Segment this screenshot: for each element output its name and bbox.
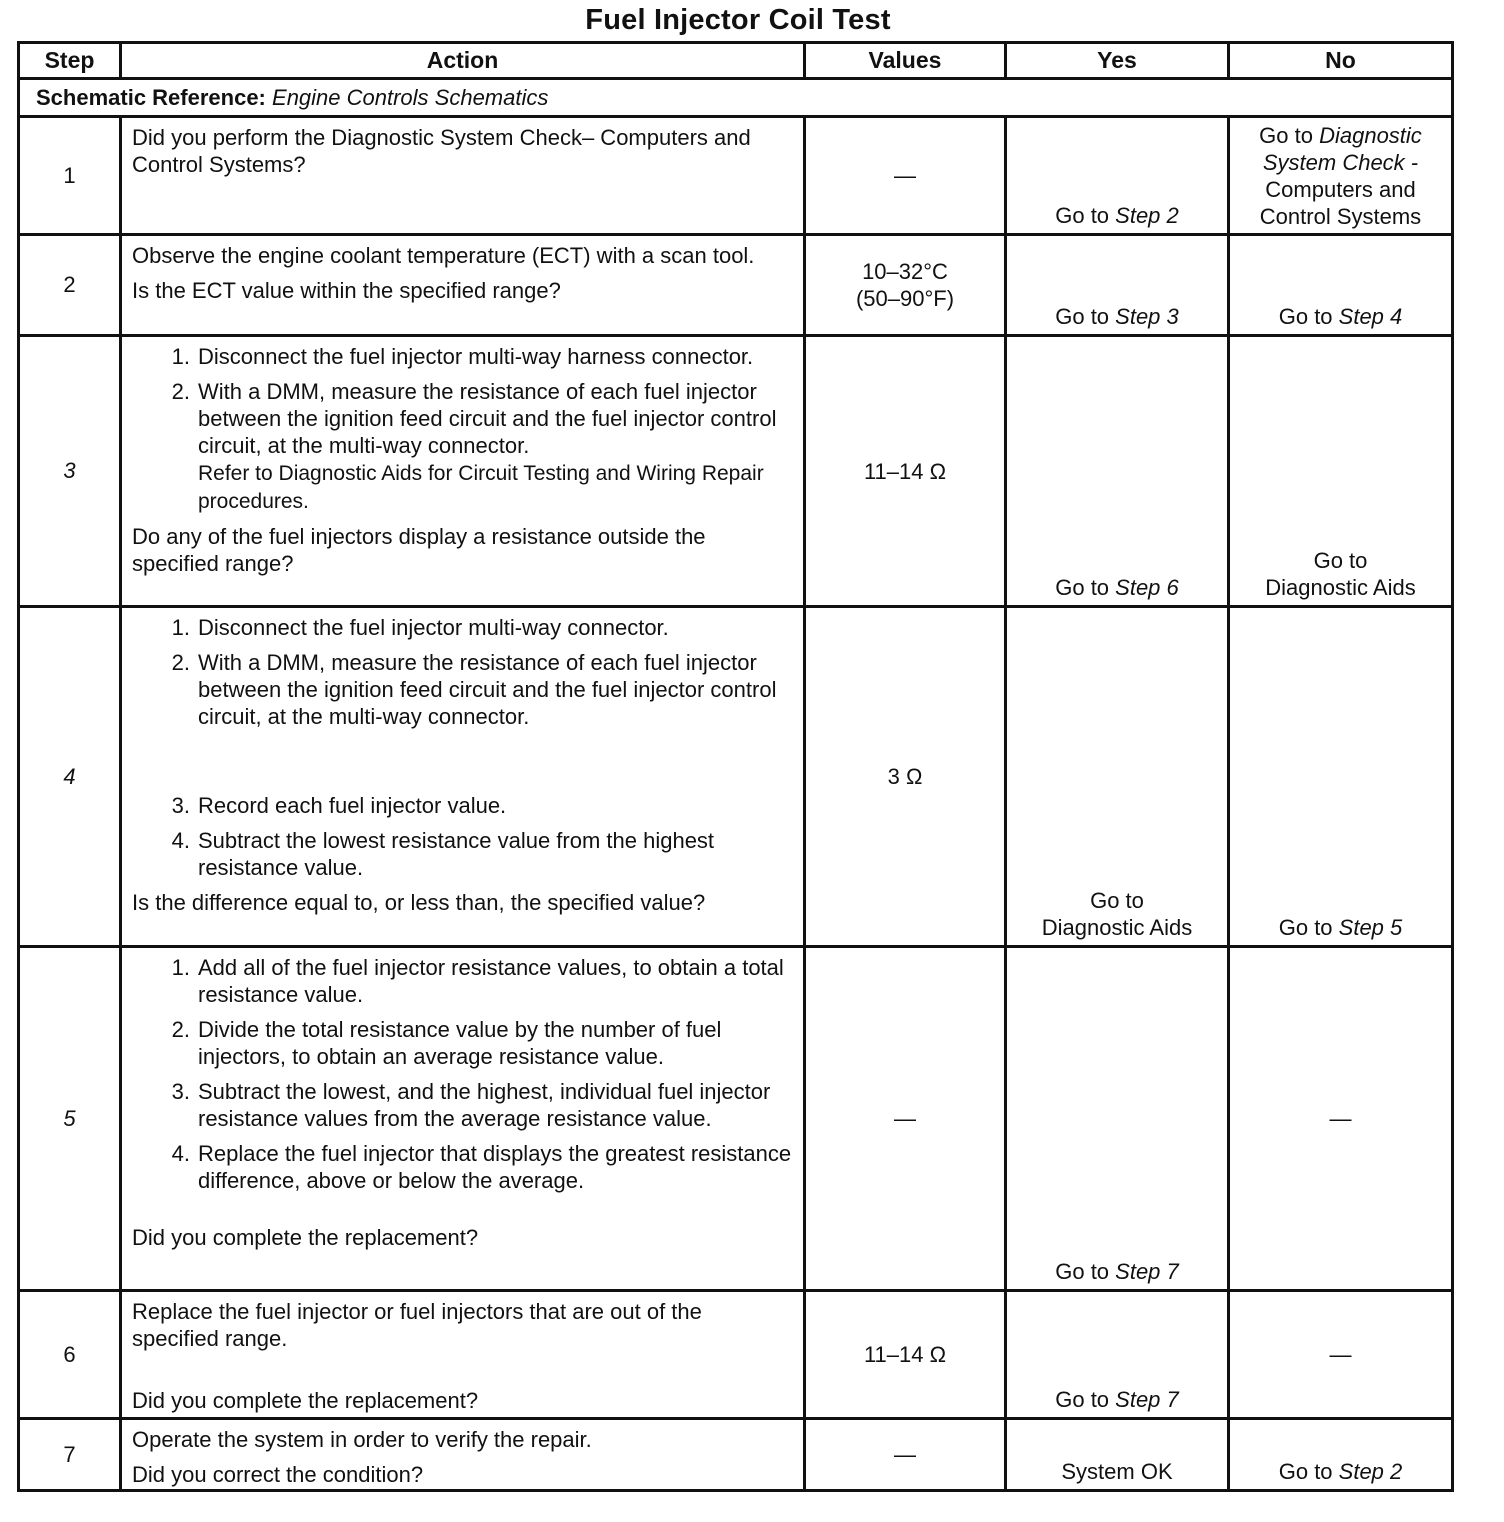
table-row bbox=[19, 1419, 1453, 1491]
yes-link: Step 3 bbox=[1115, 304, 1179, 329]
list-item: 1. Disconnect the fuel injector multi-way connector. bbox=[171, 615, 669, 640]
question-text: Do any of the fuel injectors display a resistance outside the specified range? bbox=[132, 524, 706, 576]
action-cell bbox=[121, 336, 805, 607]
yes-link: Step 6 bbox=[1115, 575, 1179, 600]
schematic-reference-label: Schematic Reference: bbox=[36, 84, 266, 110]
table-row bbox=[19, 235, 1453, 336]
values-cell: — bbox=[805, 947, 1006, 1291]
yes-prefix: Go to bbox=[1055, 304, 1116, 329]
header-no: No bbox=[1229, 43, 1453, 79]
values-cell: — bbox=[805, 117, 1006, 235]
header-step: Step bbox=[19, 43, 121, 79]
list-item: 2. Divide the total resistance value by the number of fuel injectors, to obtain an average resistance value. bbox=[171, 1017, 722, 1069]
question-text: Did you complete the replacement? bbox=[132, 1225, 479, 1250]
question-text: Did you correct the condition? bbox=[132, 1462, 424, 1487]
values-cell: 3 Ω bbox=[805, 607, 1006, 947]
no-cell: — bbox=[1229, 947, 1453, 1291]
schematic-reference-value: Engine Controls Schematics bbox=[272, 84, 549, 110]
action-text: Operate the system in order to verify the repair. bbox=[132, 1427, 592, 1452]
question-text: Did you complete the replacement? bbox=[132, 1388, 479, 1413]
value-fahrenheit: (50–90°F) bbox=[855, 286, 955, 311]
table-row bbox=[19, 336, 1453, 607]
no-cell: — bbox=[1229, 1291, 1453, 1419]
list-item: 4. Replace the fuel injector that displays the greatest resistance difference, above or below the average. bbox=[171, 1141, 792, 1193]
header-row bbox=[19, 43, 1453, 79]
diagnostic-table bbox=[17, 41, 1454, 1492]
no-cell bbox=[1229, 235, 1453, 336]
no-prefix: Go to bbox=[1278, 1459, 1339, 1484]
header-action: Action bbox=[121, 43, 805, 79]
list-item: 1. Add all of the fuel injector resistance values, to obtain a total resistance value. bbox=[171, 955, 784, 1007]
action-list bbox=[132, 954, 793, 1194]
yes-cell bbox=[1006, 117, 1229, 235]
action-text: Did you perform the Diagnostic System Check– Computers and Control Systems? bbox=[132, 125, 751, 177]
table-row bbox=[19, 947, 1453, 1291]
yes-prefix: Go to bbox=[1055, 575, 1116, 600]
yes-prefix: Go to bbox=[1055, 203, 1116, 228]
table-row bbox=[19, 1291, 1453, 1419]
values-cell: 11–14 Ω bbox=[805, 1291, 1006, 1419]
no-cell bbox=[1229, 336, 1453, 607]
no-prefix: Go to bbox=[1278, 915, 1339, 940]
no-cell bbox=[1229, 607, 1453, 947]
no-cell bbox=[1229, 1419, 1453, 1491]
no-line-1: Go to bbox=[1313, 548, 1368, 573]
question-text: Is the difference equal to, or less than, the specified value? bbox=[132, 890, 706, 915]
action-cell bbox=[121, 1291, 805, 1419]
no-link: Step 5 bbox=[1338, 915, 1403, 940]
schematic-reference-row bbox=[19, 79, 1453, 117]
value-celsius: 10–32°C bbox=[862, 259, 948, 284]
no-cell bbox=[1229, 117, 1453, 235]
action-cell bbox=[121, 235, 805, 336]
yes-cell bbox=[1006, 947, 1229, 1291]
list-item: 4. Subtract the lowest resistance value from the highest resistance value. bbox=[171, 828, 715, 880]
action-list bbox=[132, 343, 793, 515]
table-row bbox=[19, 607, 1453, 947]
list-item: 2. With a DMM, measure the resistance of each fuel injector between the ignition feed circuit and the fuel injector control circuit, at the multi-way connector. Refer to Diagnostic Aids for Circuit Testing and Wiring Repair procedures. bbox=[171, 379, 777, 513]
note-text: Refer to Diagnostic Aids for Circuit Testing and Wiring Repair procedures. bbox=[198, 462, 764, 513]
no-link: Step 2 bbox=[1338, 1459, 1403, 1484]
action-list bbox=[132, 614, 793, 881]
action-cell bbox=[121, 947, 805, 1291]
yes-cell bbox=[1006, 1419, 1229, 1491]
yes-cell bbox=[1006, 1291, 1229, 1419]
header-yes: Yes bbox=[1006, 43, 1229, 79]
list-item: 3. Subtract the lowest, and the highest, individual fuel injector resistance values from the average resistance value. bbox=[171, 1079, 771, 1131]
action-cell bbox=[121, 117, 805, 235]
step-number: 1 bbox=[19, 117, 121, 235]
list-item: 3. Record each fuel injector value. bbox=[171, 793, 507, 818]
action-cell bbox=[121, 607, 805, 947]
action-text: Observe the engine coolant temperature (ECT) with a scan tool. bbox=[132, 243, 755, 268]
step-number: 5 bbox=[19, 947, 121, 1291]
question-text: Is the ECT value within the specified range? bbox=[132, 278, 561, 303]
action-text: Replace the fuel injector or fuel injectors that are out of the specified range. bbox=[132, 1299, 702, 1351]
yes-cell bbox=[1006, 607, 1229, 947]
step-number: 6 bbox=[19, 1291, 121, 1419]
yes-link: Step 7 bbox=[1115, 1387, 1179, 1412]
no-prefix: Go to bbox=[1259, 123, 1320, 148]
no-suffix: Computers and Control Systems bbox=[1259, 177, 1422, 229]
no-link: Step 4 bbox=[1338, 304, 1403, 329]
no-line-2: Diagnostic Aids bbox=[1265, 575, 1416, 600]
yes-prefix: Go to bbox=[1055, 1387, 1116, 1412]
yes-link: Step 2 bbox=[1115, 203, 1179, 228]
yes-cell bbox=[1006, 336, 1229, 607]
yes-text: System OK bbox=[1061, 1459, 1173, 1484]
header-values: Values bbox=[805, 43, 1006, 79]
step-number: 2 bbox=[19, 235, 121, 336]
list-item: 2. With a DMM, measure the resistance of each fuel injector between the ignition feed circuit and the fuel injector control circuit, at the multi-way connector. bbox=[171, 650, 777, 729]
step-number: 4 bbox=[19, 607, 121, 947]
table-row bbox=[19, 117, 1453, 235]
yes-link: Step 7 bbox=[1115, 1259, 1179, 1284]
values-cell: 11–14 Ω bbox=[805, 336, 1006, 607]
values-cell bbox=[805, 235, 1006, 336]
list-item: 1. Disconnect the fuel injector multi-way harness connector. bbox=[171, 344, 754, 369]
yes-line-2: Diagnostic Aids bbox=[1041, 915, 1193, 940]
yes-line-1: Go to bbox=[1090, 888, 1144, 913]
action-cell bbox=[121, 1419, 805, 1491]
document-title: Fuel Injector Coil Test bbox=[585, 4, 891, 36]
values-cell: — bbox=[805, 1419, 1006, 1491]
yes-cell bbox=[1006, 235, 1229, 336]
no-link: Diagnostic System Check - bbox=[1262, 123, 1422, 175]
no-prefix: Go to bbox=[1278, 304, 1339, 329]
step-number: 3 bbox=[19, 336, 121, 607]
step-number: 7 bbox=[19, 1419, 121, 1491]
yes-prefix: Go to bbox=[1055, 1259, 1116, 1284]
